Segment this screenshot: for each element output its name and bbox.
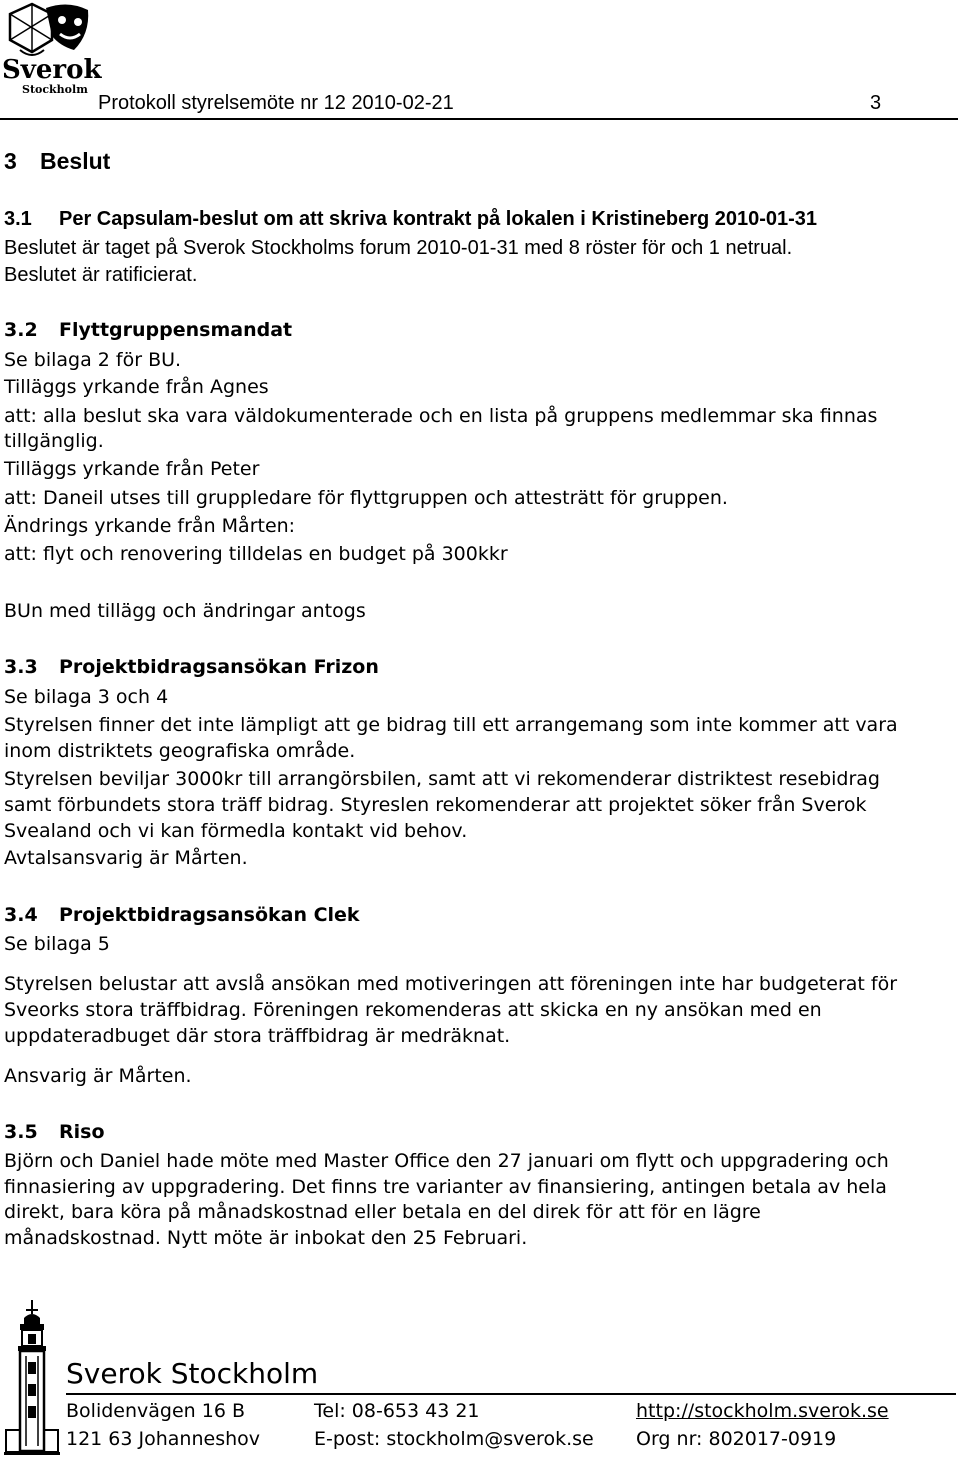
footer-address-street: Bolidenvägen 16 B [66, 1400, 245, 1422]
item-text: inom distriktets geografiska område. [4, 740, 356, 762]
item-text: Styrelsen belustar att avslå ansökan med motiveringen att föreningen inte har budgeterat för [4, 973, 898, 995]
item-text: uppdateradbuget där stora träffbidrag är medräknat. [4, 1025, 511, 1047]
item-text: Ansvarig är Mårten. [4, 1065, 192, 1087]
item-text: Se bilaga 5 [4, 933, 110, 955]
item-number: 3.5 [4, 1121, 38, 1143]
footer-address-city: 121 63 Johanneshov [66, 1428, 261, 1450]
item-heading-3-5 [4, 1121, 105, 1143]
item-text: Beslutet är ratificierat. [4, 264, 198, 286]
page-number: 3 [870, 92, 882, 114]
item-number: 3.1 [4, 208, 32, 230]
item-text: samt förbundets stora träff bidrag. Styreslen rekomenderar att projektet söker från Sverok [4, 794, 867, 816]
section-heading [4, 148, 110, 174]
item-text: Ändrings yrkande från Mårten: [4, 515, 296, 537]
item-text: Se bilaga 2 för BU. [4, 349, 182, 371]
item-text: Svealand och vi kan förmedla kontakt vid behov. [4, 820, 468, 842]
item-text: Avtalsansvarig är Mårten. [4, 847, 248, 869]
sverok-logo [2, 0, 102, 100]
item-heading-3-2 [4, 319, 292, 341]
section-number: 3 [4, 148, 17, 174]
document-title: Protokoll styrelsemöte nr 12 2010-02-21 [98, 92, 454, 114]
item-title: Riso [59, 1121, 105, 1143]
footer-email: E-post: stockholm@sverok.se [314, 1428, 594, 1450]
item-text: Tilläggs yrkande från Agnes [4, 376, 269, 398]
website-link[interactable]: http://stockholm.sverok.se [636, 1400, 889, 1422]
item-text: att: Daneil utses till gruppledare för flyttgruppen och attesträtt för gruppen. [4, 487, 728, 509]
item-number: 3.4 [4, 904, 38, 926]
footer-divider [66, 1393, 956, 1395]
item-text: månadskostnad. Nytt möte är inbokat den 25 Februari. [4, 1227, 528, 1249]
item-text: att: flyt och renovering tilldelas en budget på 300kkr [4, 543, 508, 565]
footer-phone: Tel: 08-653 43 21 [314, 1400, 480, 1422]
item-text: tillgänglig. [4, 430, 104, 452]
footer-organization: Sverok Stockholm [66, 1357, 319, 1390]
logo-subtext: Stockholm [22, 83, 88, 96]
stadshuset-tower-icon [4, 1300, 60, 1456]
item-text: finnasiering av uppgradering. Det finns tre varianter av finansiering, antingen betala av hela [4, 1176, 887, 1198]
section-title: Beslut [40, 148, 111, 174]
item-title: Projektbidragsansökan Frizon [59, 656, 379, 678]
item-text: Björn och Daniel hade möte med Master Office den 27 januari om flytt och uppgradering och [4, 1150, 889, 1172]
item-text: direkt, bara köra på månadskostnad eller betala en del direk för att för en lägre [4, 1201, 761, 1223]
item-number: 3.3 [4, 656, 38, 678]
footer-org-number: Org nr: 802017-0919 [636, 1428, 837, 1450]
item-text: Styrelsen finner det inte lämpligt att ge bidrag till ett arrangemang som inte kommer att vara [4, 714, 898, 736]
item-heading-3-3 [4, 656, 379, 678]
item-text: att: alla beslut ska vara väldokumenterade och en lista på gruppens medlemmar ska finnas [4, 405, 878, 427]
footer-website [636, 1400, 889, 1422]
item-title: Flyttgruppensmandat [59, 319, 293, 341]
item-number: 3.2 [4, 319, 38, 341]
item-text: Tilläggs yrkande från Peter [4, 458, 260, 480]
item-text: Styrelsen beviljar 3000kr till arrangörsbilen, samt att vi rekomenderar distriktest resebidrag [4, 768, 880, 790]
item-heading-3-4 [4, 904, 360, 926]
item-text: Sveorks stora träffbidrag. Föreningen rekomenderas att skicka en ny ansökan med en [4, 999, 822, 1021]
item-text: BUn med tillägg och ändringar antogs [4, 600, 366, 622]
logo-text: Sverok [2, 55, 102, 85]
item-heading-3-1 [4, 208, 817, 230]
header-divider [0, 118, 958, 120]
item-title: Per Capsulam-beslut om att skriva kontrakt på lokalen i Kristineberg 2010-01-31 [59, 208, 818, 230]
item-title: Projektbidragsansökan Clek [59, 904, 360, 926]
item-text: Beslutet är taget på Sverok Stockholms forum 2010-01-31 med 8 röster för och 1 netrual. [4, 237, 793, 259]
item-text: Se bilaga 3 och 4 [4, 686, 169, 708]
